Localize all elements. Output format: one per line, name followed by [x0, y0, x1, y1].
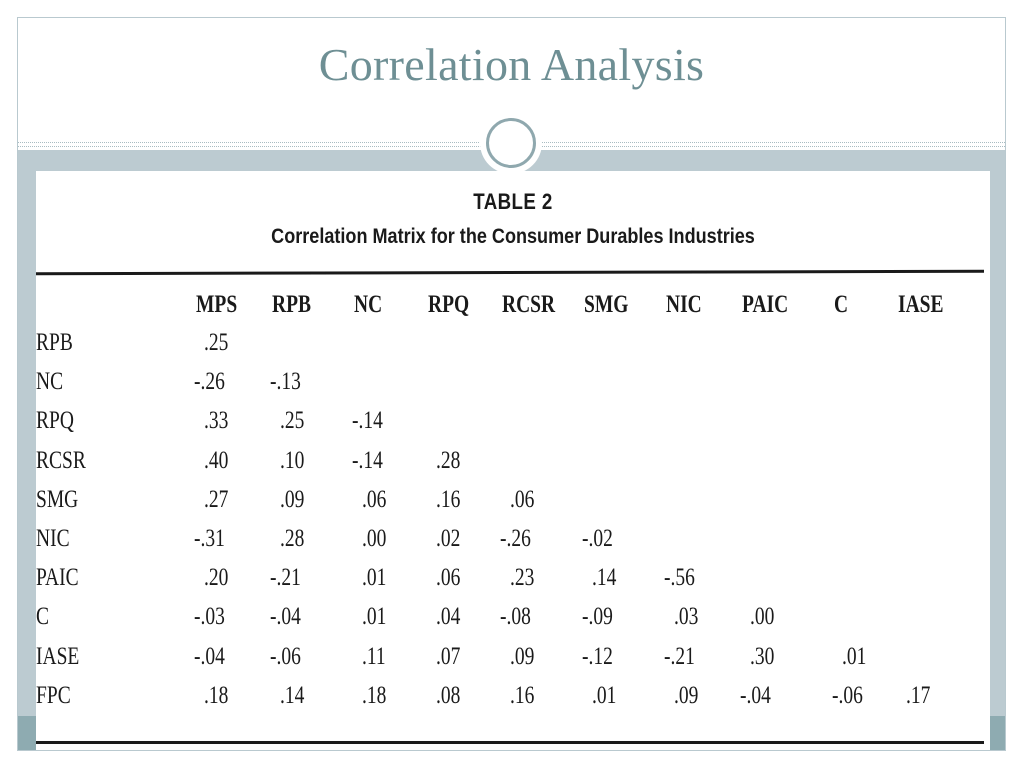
- circle-ornament: [480, 112, 542, 174]
- matrix-cell: .28: [280, 525, 305, 552]
- matrix-cell: -.03: [194, 603, 225, 631]
- matrix-cell: -.12: [582, 642, 613, 670]
- column-header: MPS: [196, 291, 238, 318]
- matrix-cell: .10: [280, 446, 305, 474]
- matrix-cell: -.08: [500, 603, 531, 631]
- matrix-cell: -.21: [664, 642, 695, 670]
- table-image: [36, 171, 990, 750]
- column-header: NC: [354, 291, 383, 318]
- column-header: RPQ: [428, 291, 470, 318]
- matrix-cell: .14: [592, 564, 617, 592]
- matrix-cell: -.02: [582, 525, 613, 552]
- matrix-cell: .08: [436, 681, 461, 709]
- matrix-cell: .09: [674, 681, 699, 709]
- column-header: IASE: [898, 291, 944, 318]
- matrix-cell: .30: [750, 642, 775, 670]
- matrix-cell: .11: [362, 642, 386, 670]
- matrix-cell: .27: [204, 485, 229, 513]
- table-rule-top: [36, 270, 984, 275]
- matrix-cell: .07: [436, 642, 461, 670]
- row-header: NC: [36, 368, 64, 396]
- row-header: IASE: [36, 642, 80, 670]
- matrix-cell: -.06: [270, 642, 301, 670]
- matrix-cell: .28: [436, 446, 461, 474]
- matrix-cell: .06: [436, 564, 461, 592]
- matrix-cell: -.04: [270, 603, 301, 631]
- row-header: C: [36, 603, 50, 631]
- matrix-cell: .18: [362, 681, 387, 709]
- column-header: RPB: [272, 291, 311, 318]
- matrix-cell: -.26: [500, 525, 531, 552]
- matrix-cell: .01: [362, 603, 387, 631]
- matrix-cell: -.31: [194, 525, 225, 552]
- matrix-cell: .03: [674, 603, 699, 631]
- matrix-cell: .00: [362, 525, 387, 552]
- matrix-cell: .01: [362, 564, 387, 592]
- table-rule-bottom: [36, 741, 984, 744]
- matrix-cell: .16: [436, 485, 461, 513]
- matrix-cell: .06: [362, 485, 387, 513]
- row-header: PAIC: [36, 564, 79, 592]
- matrix-cell: -.06: [832, 681, 863, 709]
- column-header: NIC: [666, 291, 702, 318]
- row-header: RPB: [36, 329, 73, 356]
- matrix-cell: .09: [510, 642, 535, 670]
- matrix-cell: .00: [750, 603, 775, 631]
- matrix-cell: .14: [280, 681, 305, 709]
- matrix-cell: .33: [204, 407, 229, 435]
- matrix-cell: -.21: [270, 564, 301, 592]
- row-header: RPQ: [36, 407, 74, 435]
- table-caption: Correlation Matrix for the Consumer Durables Industries: [271, 225, 755, 248]
- matrix-cell: .23: [510, 564, 535, 592]
- matrix-cell: .06: [510, 485, 535, 513]
- column-header: RCSR: [502, 291, 556, 318]
- matrix-cell: -.14: [352, 446, 383, 474]
- matrix-cell: .09: [280, 485, 305, 513]
- matrix-cell: -.14: [352, 407, 383, 435]
- matrix-cell: .02: [436, 525, 461, 552]
- column-header: C: [834, 291, 849, 318]
- matrix-cell: -.13: [270, 368, 301, 396]
- matrix-cell: .16: [510, 681, 535, 709]
- circle-ring-icon: [486, 118, 536, 168]
- column-header: PAIC: [742, 291, 789, 318]
- row-header: RCSR: [36, 446, 86, 474]
- band-accent-left: [18, 716, 36, 750]
- column-header: SMG: [584, 291, 629, 318]
- matrix-cell: .18: [204, 681, 229, 709]
- table-number: TABLE 2: [473, 189, 553, 214]
- matrix-cell: .25: [204, 329, 229, 356]
- matrix-cell: .25: [280, 407, 305, 435]
- slide-title: Correlation Analysis: [318, 39, 705, 90]
- matrix-cell: .01: [842, 642, 867, 670]
- matrix-cell: -.04: [740, 681, 771, 709]
- matrix-cell: .01: [592, 681, 617, 709]
- matrix-cell: .20: [204, 564, 229, 592]
- matrix-cell: .17: [906, 681, 931, 709]
- matrix-cell: .04: [436, 603, 461, 631]
- matrix-cell: .40: [204, 446, 229, 474]
- matrix-cell: -.26: [194, 368, 225, 396]
- matrix-cell: -.04: [194, 642, 225, 670]
- matrix-cell: -.56: [664, 564, 695, 592]
- matrix-cell: -.09: [582, 603, 613, 631]
- row-header: FPC: [36, 681, 71, 709]
- row-header: NIC: [36, 525, 70, 552]
- row-header: SMG: [36, 485, 79, 513]
